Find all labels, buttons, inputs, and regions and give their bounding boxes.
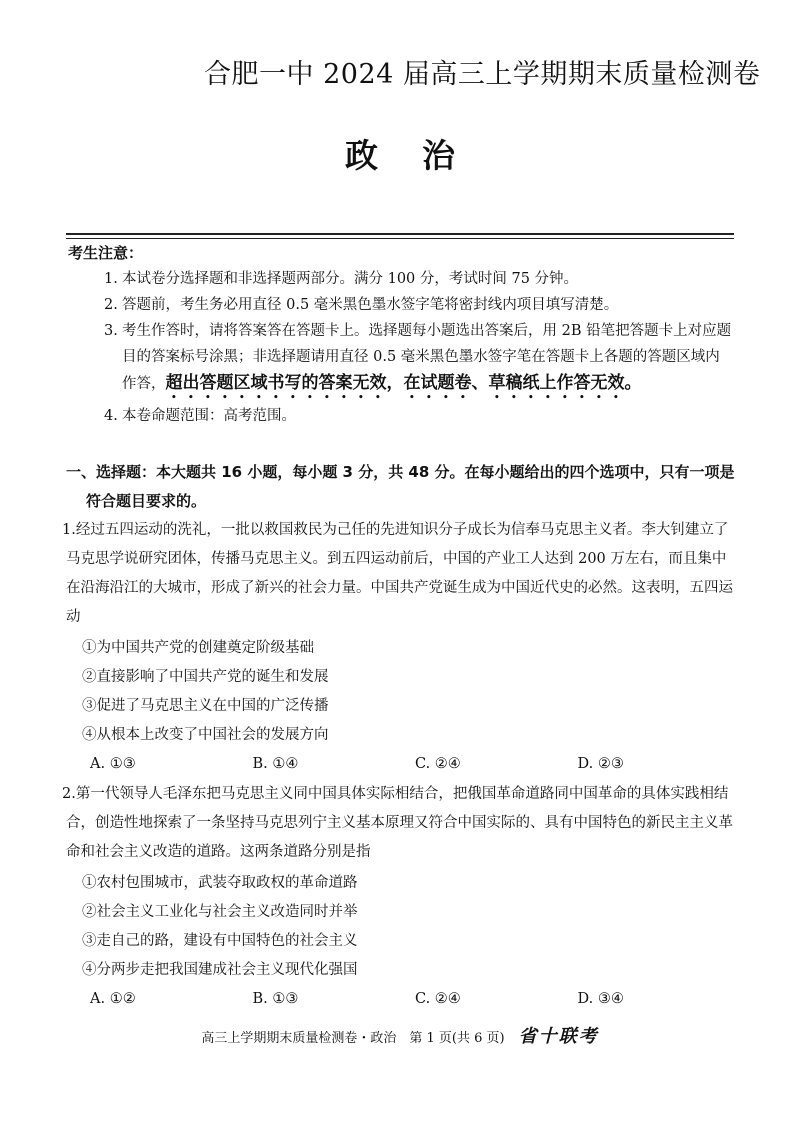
notice-item-number: 1. bbox=[104, 271, 118, 287]
notice-item-number: 4. bbox=[104, 408, 118, 424]
question-statement: ②直接影响了中国共产党的诞生和发展 bbox=[82, 669, 329, 685]
subject-char-1: 政 bbox=[345, 136, 378, 175]
question-statement: ①农村包围城市，武装夺取政权的革命道路 bbox=[82, 875, 358, 891]
footer-text: 高三上学期期末质量检测卷・政治 第 1 页(共 6 页) bbox=[201, 1031, 505, 1046]
subject-char-2: 治 bbox=[422, 136, 455, 175]
question-statements bbox=[66, 869, 740, 985]
choice-c: C. ②④ bbox=[415, 991, 461, 1007]
notice-item-text: 本试卷分选择题和非选择题两部分。满分 100 分，考试时间 75 分钟。 bbox=[122, 271, 579, 287]
notice-item bbox=[104, 318, 734, 403]
choice-a: A. ①③ bbox=[90, 756, 136, 772]
question-statement: ①为中国共产党的创建奠定阶级基础 bbox=[82, 640, 314, 656]
notice-item bbox=[104, 292, 734, 318]
notice-item-text: 答题前，考生务必用直径 0.5 毫米黑色墨水签字笔将密封线内项目填写清楚。 bbox=[122, 297, 619, 313]
section-heading-line: 一、选择题：本大题共 16 小题，每小题 3 分，共 48 分。在每小题给出的四个选项中，只有一项是 bbox=[66, 463, 735, 481]
notice-emphasis-text: 超出答题区域书写的答案无效，在试题卷、草稿纸上作答无效。 bbox=[165, 373, 642, 393]
notice-item bbox=[104, 403, 734, 429]
choice-b: B. ①③ bbox=[252, 991, 299, 1007]
question-2 bbox=[62, 780, 740, 1014]
choice-d: D. ②③ bbox=[577, 756, 624, 772]
question-1 bbox=[62, 516, 740, 779]
notice-item-text: 考生作答时，请将答案答在答题卡上。选择题每小题选出答案后，用 2B 铅笔把答题卡上对应题目的答案标号涂黑；非选择题请用直径 0.5 毫米黑色墨水签字笔在答题卡上各题的答题区域内作答， bbox=[122, 323, 732, 392]
question-statement: ③走自己的路，建设有中国特色的社会主义 bbox=[82, 933, 358, 949]
exam-title: 合肥一中 2024 届高三上学期期末质量检测卷 bbox=[204, 59, 761, 90]
double-rule-top bbox=[66, 233, 734, 235]
question-choices bbox=[66, 750, 740, 779]
choice-a: A. ①② bbox=[90, 991, 136, 1007]
question-statement: ②社会主义工业化与社会主义改造同时并举 bbox=[82, 904, 358, 920]
choice-d: D. ③④ bbox=[577, 991, 624, 1007]
section-heading bbox=[66, 458, 746, 516]
notice-item-body bbox=[112, 318, 734, 403]
notice-item-text: 本卷命题范围：高考范围。 bbox=[122, 408, 296, 424]
section-heading-line: 符合题目要求的。 bbox=[86, 492, 207, 510]
choice-b: B. ①④ bbox=[252, 756, 299, 772]
footer-brand-logo: 省十联考 bbox=[518, 1026, 599, 1047]
question-statements bbox=[66, 634, 740, 750]
notice-item-number: 3. bbox=[104, 323, 118, 339]
question-statement: ③促进了马克思主义在中国的广泛传播 bbox=[82, 698, 329, 714]
question-statement: ④从根本上改变了中国社会的发展方向 bbox=[82, 727, 329, 743]
double-rule-bottom bbox=[66, 238, 734, 239]
choice-c: C. ②④ bbox=[415, 756, 461, 772]
page-footer bbox=[0, 1022, 800, 1048]
question-choices bbox=[66, 985, 740, 1014]
notice-item bbox=[104, 266, 734, 292]
notice-title: 考生注意： bbox=[68, 244, 144, 262]
notice-item-number: 2. bbox=[104, 297, 118, 313]
notice-list bbox=[104, 266, 734, 429]
subject-title bbox=[0, 130, 800, 177]
question-statement: ④分两步走把我国建成社会主义现代化强国 bbox=[82, 962, 358, 978]
question-stem: 1.经过五四运动的洗礼，一批以救国救民为己任的先进知识分子成长为信奉马克思主义者。李大钊建立了马克思学说研究团体，传播马克思主义。到五四运动前后，中国的产业工人达到 200 万左右，而且集中在沿海沿江的大城市，形成了新兴的社会力量。中国共产党诞生成为中国近代史的必然。这表明，五四运动 bbox=[62, 522, 733, 625]
question-stem: 2.第一代领导人毛泽东把马克思主义同中国具体实际相结合，把俄国革命道路同中国革命的具体实践相结合，创造性地探索了一条坚持马克思列宁主义基本原理又符合中国实际的、具有中国特色的新民主主义革命和社会主义改造的道路。这两条道路分别是指 bbox=[62, 786, 733, 860]
